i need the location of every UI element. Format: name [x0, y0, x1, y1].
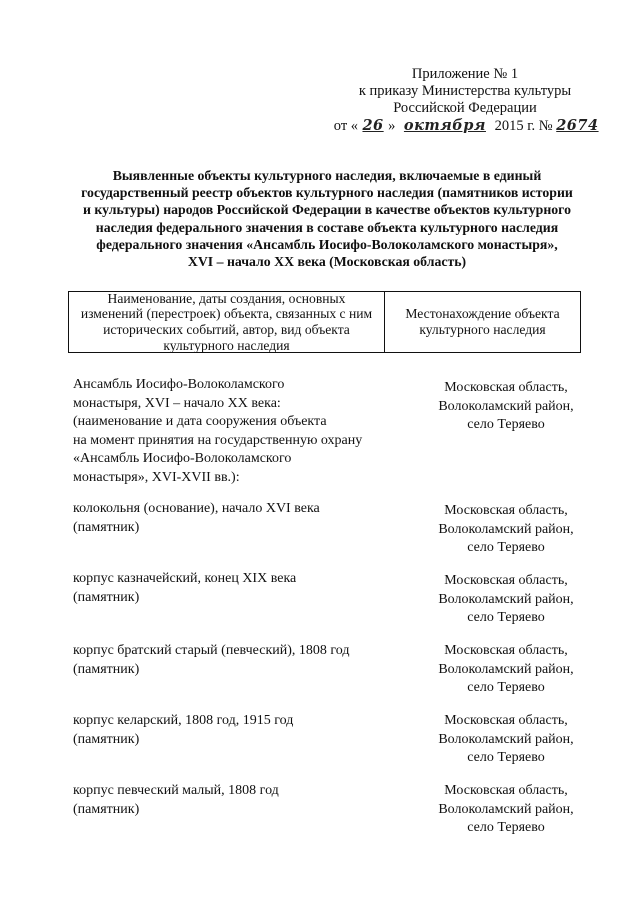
table-header-location: Местонахождение объекта культурного наследия: [405, 306, 560, 337]
table-header-name: Наименование, даты создания, основных изменений (перестроек) объекта, связанных с ним исторических событий, автор, вид объекта культурного наследия: [69, 292, 385, 352]
list-item-name: корпус певческий малый, 1808 год (памятник): [73, 783, 279, 817]
appendix-order-ref: к приказу Министерства культуры: [358, 83, 572, 99]
handwritten-month: октября: [403, 117, 486, 134]
list-item-name: Ансамбль Иосифо-Волоколамского монастыря, XVI – начало XX века: (наименование и дата сооружения объекта на момент принятия на государственную охрану «Ансамбль Иосифо-Волоколамского монастыря», XVI-XVII вв.):: [73, 377, 363, 485]
list-item-location: Московская область, Волоколамский район, село Теряево: [438, 713, 574, 766]
list-item-name: колокольня (основание), начало XVI века (памятник): [73, 501, 320, 535]
table-header: [68, 291, 581, 353]
date-prefix: от «: [333, 118, 359, 134]
list-item-name: корпус братский старый (певческий), 1808 год (памятник): [73, 643, 350, 677]
list-item-name: корпус казначейский, конец XIX века (памятник): [73, 571, 297, 605]
list-item-location: Московская область, Волоколамский район, село Теряево: [438, 503, 574, 556]
date-mid: »: [388, 118, 399, 134]
list-item-location: Московская область, Волоколамский район, село Теряево: [438, 380, 574, 433]
date-year: 2015 г. №: [490, 118, 557, 134]
handwritten-day: 26: [362, 117, 384, 134]
appendix-number: Приложение № 1: [411, 66, 519, 82]
list-item-name: корпус келарский, 1808 год, 1915 год (памятник): [73, 713, 294, 747]
document-title: Выявленные объекты культурного наследия, включаемые в единый государственный реестр объектов культурного наследия (памятников истории и культуры) народов Российской Федерации в качестве объектов культурного наследия федерального значения в составе объекта культурного наследия федерального значения «Ансамбль Иосифо-Волоколамского монастыря», XVI – начало XX века (Московская область): [81, 168, 573, 270]
list-item-location: Московская область, Волоколамский район, село Теряево: [438, 573, 574, 626]
list-item-location: Московская область, Волоколамский район, село Теряево: [438, 783, 574, 836]
appendix-country: Российской Федерации: [393, 100, 537, 116]
list-item-location: Московская область, Волоколамский район, село Теряево: [438, 643, 574, 696]
appendix-header: [300, 66, 630, 135]
handwritten-order-number: 2674: [556, 117, 599, 134]
appendix-date-line: [300, 117, 630, 135]
